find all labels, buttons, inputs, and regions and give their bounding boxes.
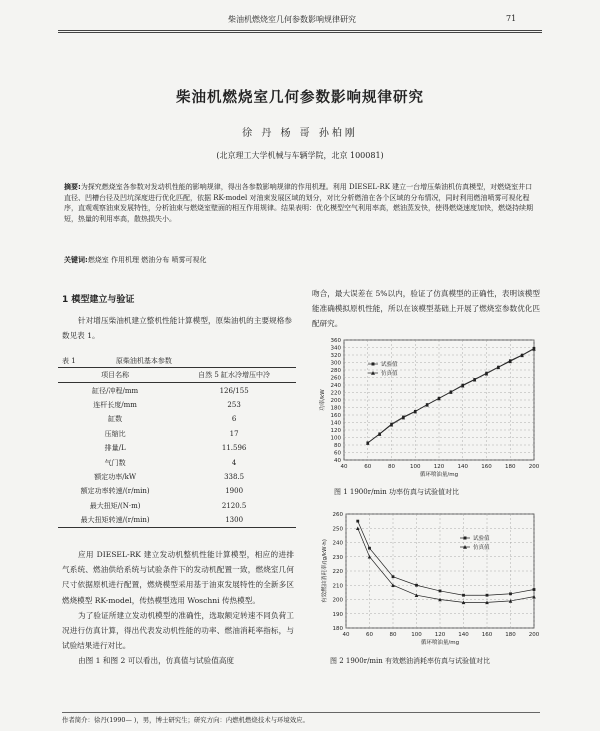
table-cell-param: 连杆长度/mm (93, 400, 137, 409)
parameters-table (58, 367, 296, 528)
table-cell-param: 额定功率转速/(r/min) (80, 487, 150, 496)
y-tick-label: 250 (332, 526, 343, 533)
data-point-test (392, 575, 395, 578)
abstract-text: 为探究燃烧室各参数对发动机性能的影响规律，得出各参数影响规律的作用机理。利用 DIESEL-RK 建立一台增压柴油机仿真模型，对燃烧室井口直径、凹槽台径及凹坑深度进行优化匹配，依据 RK-model 对油束发展区域的划分，对比分析燃油在各个区域的分布情况，同时利用燃油喷雾可视化程序，直观观察油束发展特性，分析油束与燃烧室壁面的相互作用规律。结果表明：优化模型空气利用率高，燃油蒸发快，使得燃烧速度加快，燃烧持续期短，热量的利用率高，散热损失小。 (64, 183, 533, 223)
y-tick-label: 210 (332, 583, 343, 590)
x-tick-label: 160 (481, 632, 493, 638)
legend-marker (372, 363, 375, 366)
x-tick-label: 100 (410, 464, 421, 470)
running-title: 柴油机燃烧室几何参数影响规律研究 (228, 15, 356, 24)
paragraph-intro: 针对增压柴油机建立整机性能计算模型，原柴油机的主要规格参数见表 1。 (62, 316, 292, 341)
x-tick-label: 40 (340, 464, 348, 470)
y-tick-label: 120 (330, 428, 341, 434)
paragraph-right: 吻合，最大误差在 5%以内，验证了仿真模型的正确性，表明该模型能准确模拟原机性能，所以在该模型基础上开展了燃烧室参数优化匹配研究。 (312, 289, 540, 329)
table-row (58, 427, 296, 441)
x-tick-label: 80 (388, 464, 395, 470)
x-axis-label: 循环喷油量/mg (419, 472, 459, 478)
keywords-text: 燃烧室 作用机理 燃油分布 喷雾可视化 (87, 256, 207, 264)
table-cell-value: 1300 (172, 513, 296, 528)
keywords (64, 255, 538, 265)
x-tick-label: 80 (389, 632, 397, 638)
y-tick-label: 100 (330, 435, 341, 442)
paragraph-model: 应用 DIESEL-RK 建立发动机整机性能计算模型，相应的进排气系统、燃油供给系统与试验条件下的发动机配置一致，燃烧室几何尺寸依据原机进行配置，燃烧模型采用基于油束发展特性的全新多区燃烧模型 RK-model，传热模型选用 Woschni 传热模型。 (62, 550, 294, 605)
legend-label: 仿真值 (381, 371, 398, 377)
y-tick-label: 240 (332, 540, 343, 547)
y-tick-label: 360 (330, 338, 341, 344)
data-point-test (439, 590, 442, 593)
data-point-test (509, 592, 512, 595)
series-line-1 (358, 528, 534, 602)
legend-marker (464, 537, 467, 540)
x-tick-label: 120 (433, 464, 445, 470)
legend-label: 试验值 (381, 362, 398, 368)
y-tick-label: 190 (332, 611, 343, 618)
table-cell-value: 4 (231, 458, 237, 467)
data-point-test (462, 594, 465, 597)
x-tick-label: 200 (528, 464, 540, 470)
table-cell-value: 253 (227, 400, 241, 409)
table-cell-value: 1900 (225, 487, 244, 496)
table-header-cell: 自然 5 缸水冷增压中冷 (172, 368, 296, 383)
figure-2-chart (310, 508, 542, 654)
y-tick-label: 180 (330, 405, 341, 412)
table-row (58, 470, 296, 484)
table-cell-param: 最大扭矩转速/(r/min) (58, 513, 172, 528)
data-point-test (486, 594, 489, 597)
x-axis-label: 循环喷油量/mg (420, 640, 460, 646)
table-row (58, 499, 296, 513)
y-tick-label: 200 (330, 398, 341, 404)
table-cell-param: 缸径/冲程/mm (92, 386, 139, 395)
x-tick-label: 120 (434, 632, 446, 638)
table-row (58, 455, 296, 469)
y-tick-label: 80 (334, 443, 341, 449)
paragraph-figures: 由图 1 和图 2 可以看出，仿真值与试验值高度 (78, 656, 235, 666)
table-cell-value: 126/155 (219, 386, 249, 395)
affiliation: (北京理工大学机械与车辆学院，北京 100081) (216, 151, 384, 160)
y-tick-label: 240 (330, 383, 341, 389)
figure-1-caption: 图 1 1900r/min 功率仿真与试验值对比 (334, 488, 460, 496)
y-tick-label: 180 (332, 626, 343, 632)
table-title: 原柴油机基本参数 (115, 357, 172, 365)
x-tick-label: 180 (505, 464, 516, 470)
paragraph-validation: 为了验证所建立发动机模型的准确性，选取额定转速不同负荷工况进行仿真计算，得出代表发动机性能的功率、燃油消耗率指标，与试验结果进行对比。 (62, 610, 294, 651)
y-tick-label: 340 (330, 345, 341, 352)
y-tick-label: 160 (330, 413, 341, 419)
figure-1-chart (310, 334, 542, 484)
x-tick-label: 140 (457, 464, 468, 470)
y-tick-label: 140 (330, 420, 341, 427)
y-tick-label: 260 (330, 375, 341, 382)
running-header (0, 12, 600, 28)
table-cell-value: 11.596 (221, 444, 247, 453)
section-heading: 1 模型建立与验证 (62, 295, 135, 305)
table-cell-value: 6 (231, 415, 237, 424)
footnote: 作者简介：徐丹(1990— )，男，博士研究生；研究方向：内燃机燃烧技术与环境效应。 (62, 712, 540, 724)
table-row (58, 513, 296, 528)
abstract (64, 182, 538, 224)
y-tick-label: 260 (332, 512, 343, 518)
y-tick-label: 220 (330, 390, 341, 397)
y-tick-label: 230 (332, 554, 343, 561)
table-cell-param: 压缩比 (104, 429, 126, 438)
paper-title: 柴油机燃烧室几何参数影响规律研究 (176, 90, 424, 106)
table-cell-param: 排量/L (104, 444, 126, 453)
x-tick-label: 140 (458, 632, 469, 638)
x-tick-label: 60 (364, 464, 372, 470)
x-tick-label: 60 (366, 632, 373, 638)
legend-label: 仿真值 (473, 545, 490, 551)
legend-label: 试验值 (473, 536, 490, 542)
table-label: 表 1 (62, 357, 76, 365)
y-tick-label: 300 (330, 360, 341, 367)
page-number: 71 (506, 14, 517, 23)
table-cell-param: 缸数 (108, 415, 123, 424)
table-cell-value: 338.5 (224, 472, 245, 481)
table-cell-param: 额定功率/kW (94, 472, 137, 481)
x-tick-label: 40 (342, 632, 350, 638)
figure-2-caption: 图 2 1900r/min 有效燃油消耗率仿真与试验值对比 (330, 657, 491, 665)
keywords-label: 关键词: (64, 256, 88, 264)
table-cell-value: 17 (229, 429, 239, 438)
y-axis-label: 功率/kW (320, 389, 326, 411)
table-header-cell: 项目名称 (58, 368, 172, 383)
header-rule-2 (58, 32, 542, 33)
table-cell-value: 2120.5 (221, 501, 247, 510)
table-cell-param: 最大扭矩/(N·m) (89, 501, 141, 510)
y-tick-label: 280 (330, 368, 341, 374)
x-tick-label: 100 (411, 632, 422, 638)
y-tick-label: 60 (334, 450, 341, 457)
data-point-test (356, 520, 359, 523)
data-point-test (533, 588, 536, 591)
table-caption (62, 356, 294, 366)
y-axis-label: 有效燃油消耗率/(g/kW·h) (322, 539, 328, 603)
x-tick-label: 200 (528, 632, 540, 638)
body-left-lower (62, 547, 294, 669)
x-tick-label: 160 (481, 464, 492, 470)
x-tick-label: 180 (505, 632, 516, 638)
authors: 徐 丹 杨 哥 孙柏刚 (242, 128, 358, 139)
table-row (58, 383, 296, 398)
table-cell-param: 气门数 (104, 458, 126, 467)
y-tick-label: 40 (334, 458, 341, 464)
table-row (58, 398, 296, 412)
table-header-row (58, 368, 296, 383)
data-point-test (368, 547, 371, 550)
table-row (58, 484, 296, 498)
y-tick-label: 200 (332, 597, 343, 604)
y-tick-label: 320 (330, 353, 341, 359)
header-rule (58, 30, 542, 31)
series-line-0 (358, 521, 534, 595)
abstract-label: 摘要: (64, 183, 81, 191)
table-row (58, 441, 296, 455)
y-tick-label: 220 (332, 569, 343, 575)
table-row (58, 412, 296, 426)
data-point-test (415, 584, 418, 587)
